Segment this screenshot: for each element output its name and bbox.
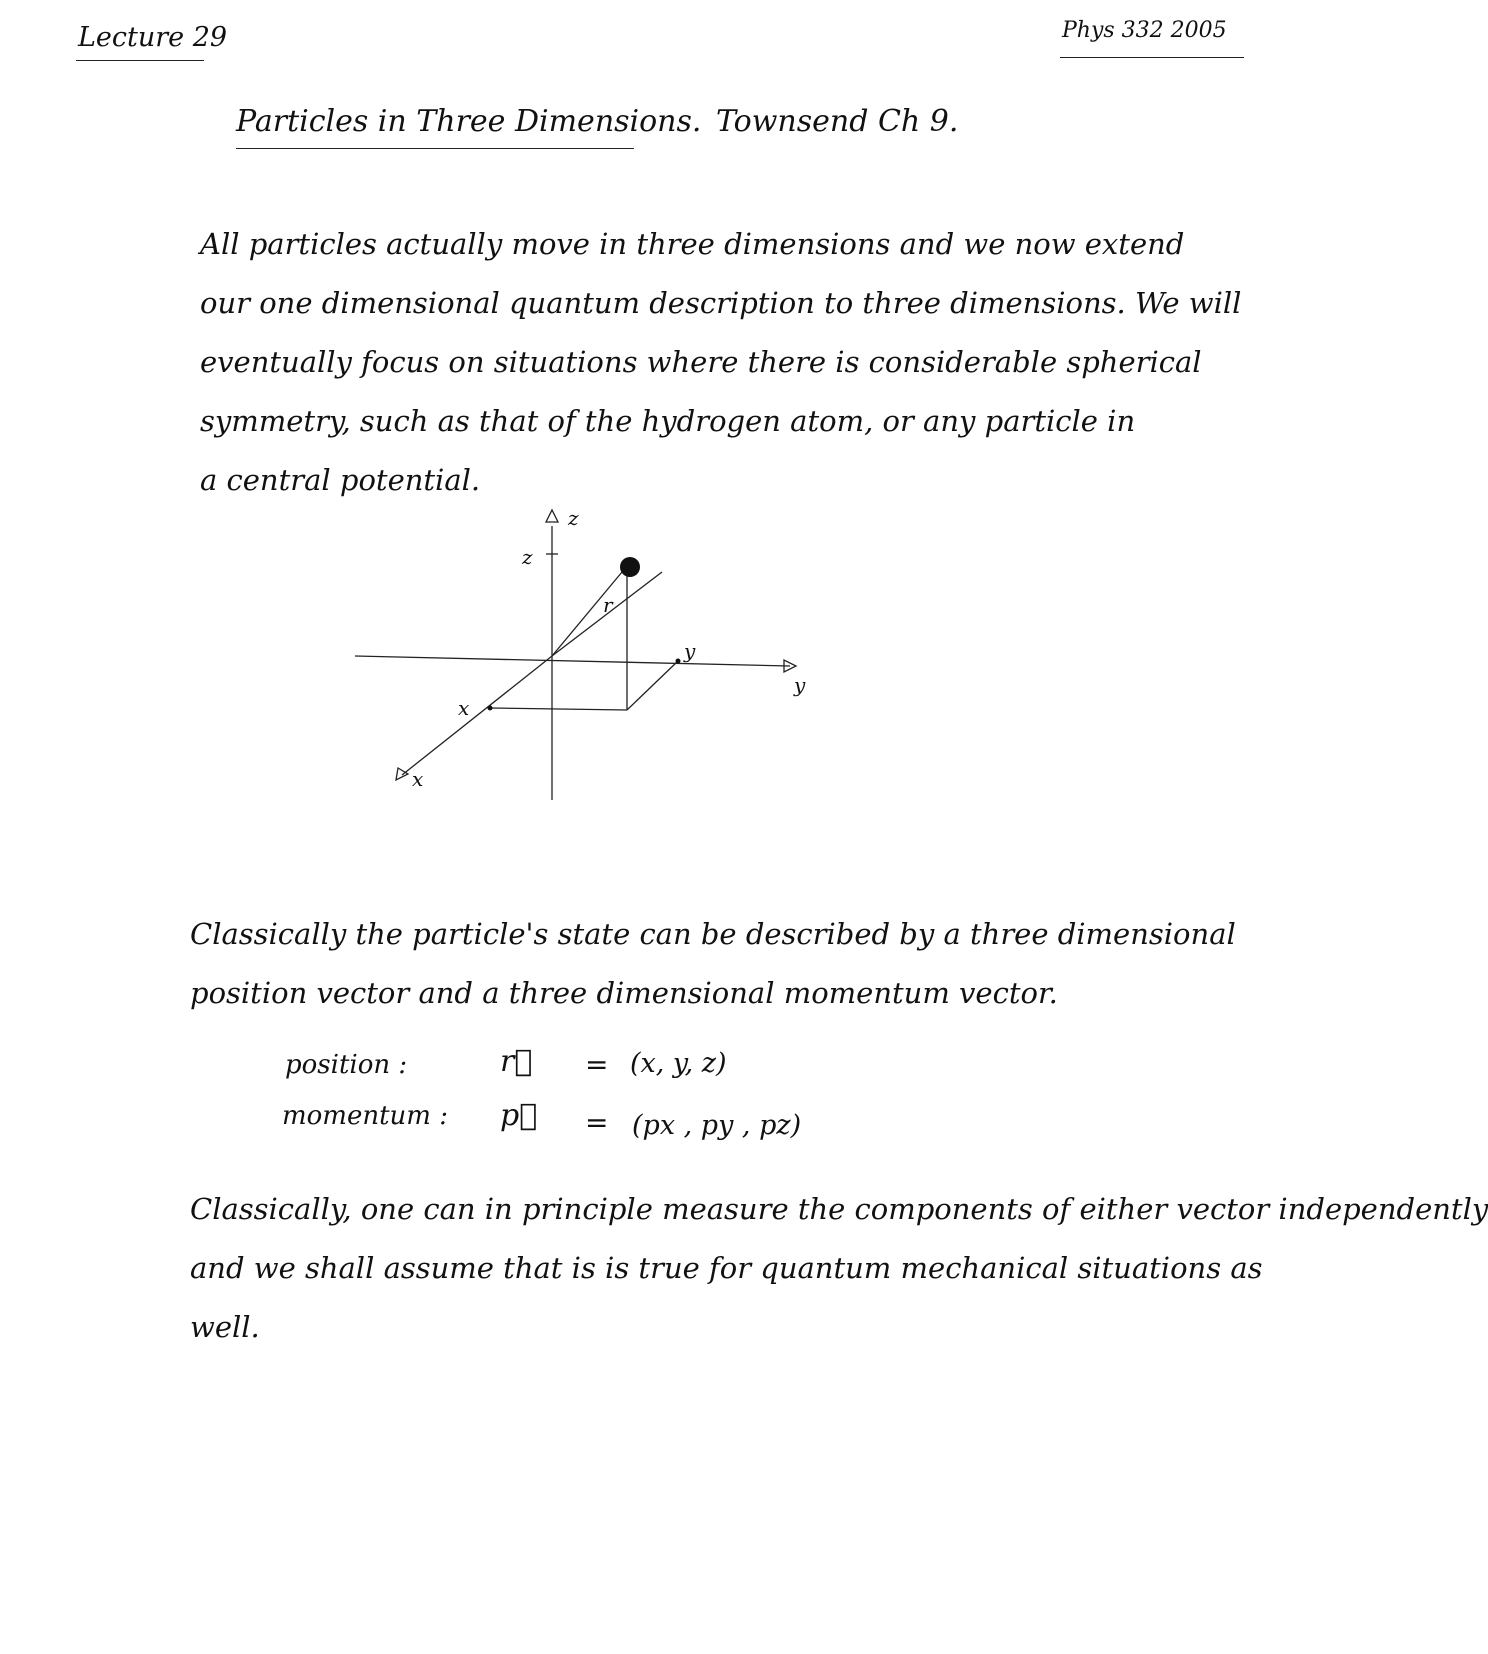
intro-paragraph [200, 215, 1242, 510]
y-tick-label: y [684, 639, 696, 663]
text-line: a central potential. [200, 463, 481, 497]
text-line: well. [190, 1310, 260, 1344]
text-line: All particles actually move in three dimensions and we now extend [200, 227, 1185, 261]
measurement-paragraph [190, 1180, 1488, 1357]
momentum-label: momentum : [282, 1101, 448, 1131]
text-line: Classically the particle's state can be described by a three dimensional [190, 917, 1236, 951]
classical-state-paragraph [190, 905, 1236, 1023]
x-axis-label: x [412, 767, 424, 791]
vector-label: r [603, 593, 613, 617]
z-axis-arrowhead [546, 510, 558, 522]
position-symbol: r⃗ [500, 1044, 533, 1079]
y-tick-dot [676, 659, 681, 664]
course-underline [1060, 57, 1244, 58]
x-tick-dot [488, 706, 493, 711]
momentum-symbol: p⃗ [500, 1098, 538, 1133]
projection-y [627, 661, 678, 710]
text-line: and we shall assume that is is true for quantum mechanical situations as [190, 1251, 1263, 1285]
x-axis-arrowhead [396, 768, 408, 780]
position-value: (x, y, z) [630, 1048, 727, 1079]
y-axis-label: y [794, 673, 806, 697]
textbook-reference: Townsend Ch 9. [716, 104, 959, 139]
momentum-value: (px , py , pz) [632, 1110, 802, 1141]
y-axis [355, 656, 790, 666]
lecture-underline [76, 60, 204, 61]
text-line: position vector and a three dimensional momentum vector. [190, 976, 1058, 1010]
title-underline [236, 148, 634, 149]
page-title: Particles in Three Dimensions. [236, 104, 702, 139]
coordinate-diagram [360, 506, 860, 850]
x-axis [402, 656, 552, 775]
text-line: eventually focus on situations where there is considerable spherical [200, 345, 1202, 379]
x-tick-label: x [458, 696, 470, 720]
text-line: symmetry, such as that of the hydrogen atom, or any particle in [200, 404, 1136, 438]
position-label: position : [285, 1050, 408, 1080]
momentum-equals: = [585, 1106, 609, 1139]
position-equals: = [585, 1048, 609, 1081]
z-axis-label: z [568, 506, 579, 530]
text-line: our one dimensional quantum description to three dimensions. We will [200, 286, 1242, 320]
lecture-label: Lecture 29 [78, 22, 228, 53]
course-label: Phys 332 2005 [1062, 18, 1227, 43]
z-tick-label: z [522, 545, 533, 569]
projection-x [490, 708, 627, 710]
text-line: Classically, one can in principle measure the components of either vector independently [190, 1192, 1488, 1226]
particle [620, 557, 640, 577]
